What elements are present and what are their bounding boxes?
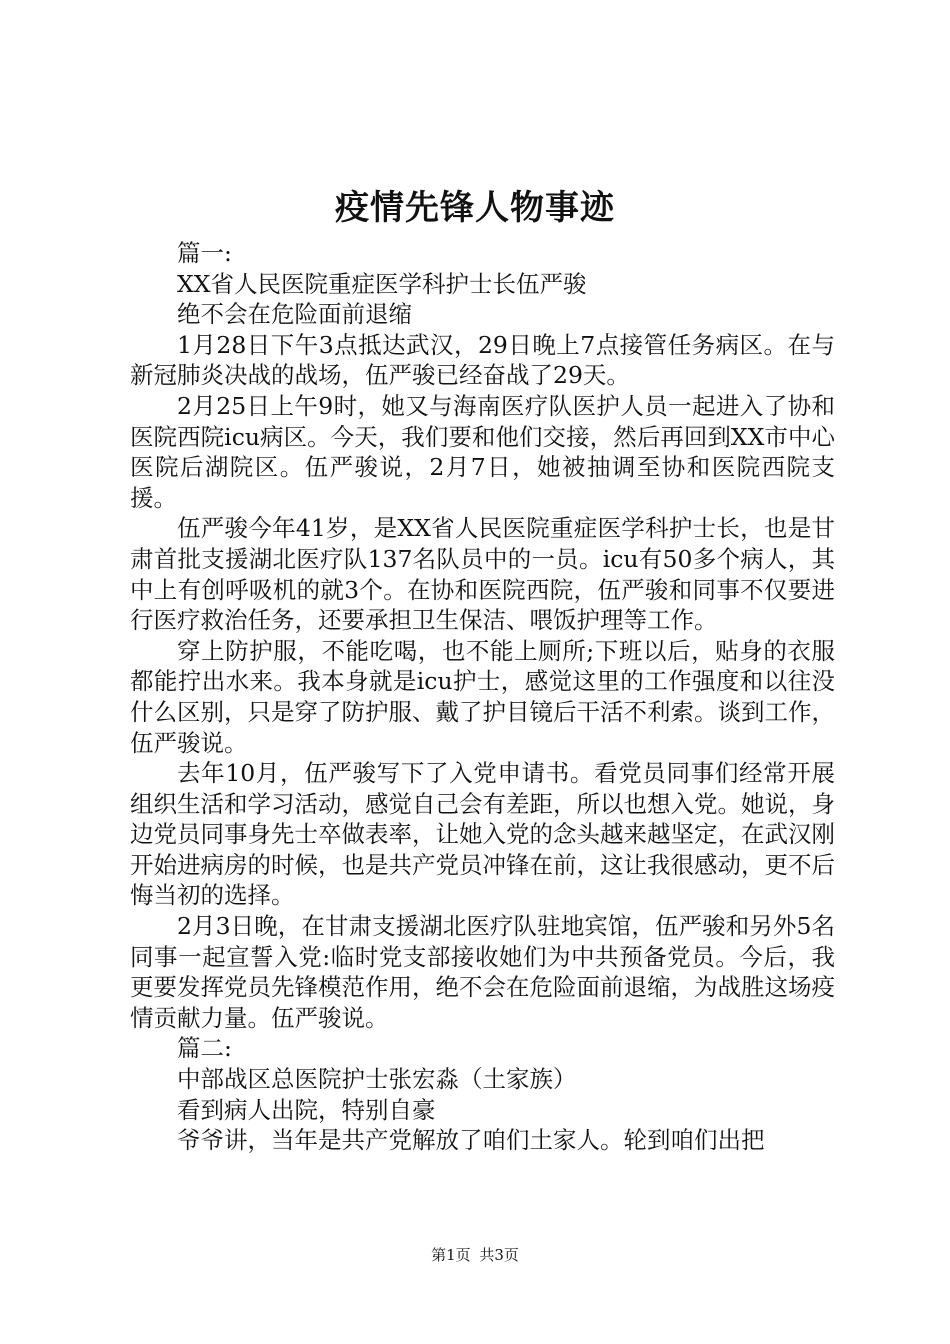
body-paragraph: 2月25日上午9时，她又与海南医疗队医护人员一起进入了协和医院西院icu病区。今天，我们要和他们交接，然后再回到XX市中心医院后湖院区。伍严骏说，2月7日，她被抽调至协和医院西院支援。 (130, 391, 835, 512)
subject-quote: 绝不会在危险面前退缩 (177, 300, 412, 329)
subject-name: 中部战区总医院护士张宏淼（土家族） (177, 1065, 577, 1094)
body-paragraph: 爷爷讲，当年是共产党解放了咱们土家人。轮到咱们出把 (177, 1126, 765, 1155)
body-paragraph: 1月28日下午3点抵达武汉，29日晚上7点接管任务病区。在与新冠肺炎决战的战场，伍严骏已经奋战了29天。 (130, 330, 835, 390)
body-paragraph: 2月3日晚，在甘肃支援湖北医疗队驻地宾馆，伍严骏和另外5名同事一起宣誓入党:临时党支部接收她们为中共预备党员。今后，我更要发挥党员先锋模范作用，绝不会在危险面前退缩，为战胜这场疫情贡献力量。伍严骏说。 (130, 912, 835, 1032)
section-heading: 篇一: (177, 239, 232, 267)
body-paragraph: 伍严骏今年41岁，是XX省人民医院重症医学科护士长，也是甘肃首批支援湖北医疗队137名队员中的一员。icu有50多个病人，其中上有创呼吸机的就3个。在协和医院西院，伍严骏和同事不仅要进行医疗救治任务，还要承担卫生保洁、喂饭护理等工作。 (130, 514, 835, 635)
page-total: 共3页 (479, 1246, 519, 1264)
body-paragraph: 去年10月，伍严骏写下了入党申请书。看党员同事们经常开展组织生活和学习活动，感觉自己会有差距，所以也想入党。她说，身边党员同事身先士卒做表率，让她入党的念头越来越坚定，在武汉刚开始进病房的时候，也是共产党员冲锋在前，这让我很感动，更不后悔当初的选择。 (130, 759, 835, 910)
document-title: 疫情先锋人物事迹 (335, 188, 615, 228)
page-number: 第1页 (431, 1246, 471, 1264)
section-heading: 篇二: (177, 1034, 232, 1063)
subject-quote: 看到病人出院，特别自豪 (177, 1095, 436, 1124)
body-paragraph: 穿上防护服，不能吃喝，也不能上厕所;下班以后，贴身的衣服都能拧出水来。我本身就是icu护士，感觉这里的工作强度和以往没什么区别，只是穿了防护服、戴了护目镜后干活不利索。谈到工作，伍严骏说。 (130, 636, 835, 757)
document-body (130, 238, 835, 1156)
page-footer (0, 1245, 950, 1265)
subject-name: XX省人民医院重症医学科护士长伍严骏 (177, 269, 587, 298)
